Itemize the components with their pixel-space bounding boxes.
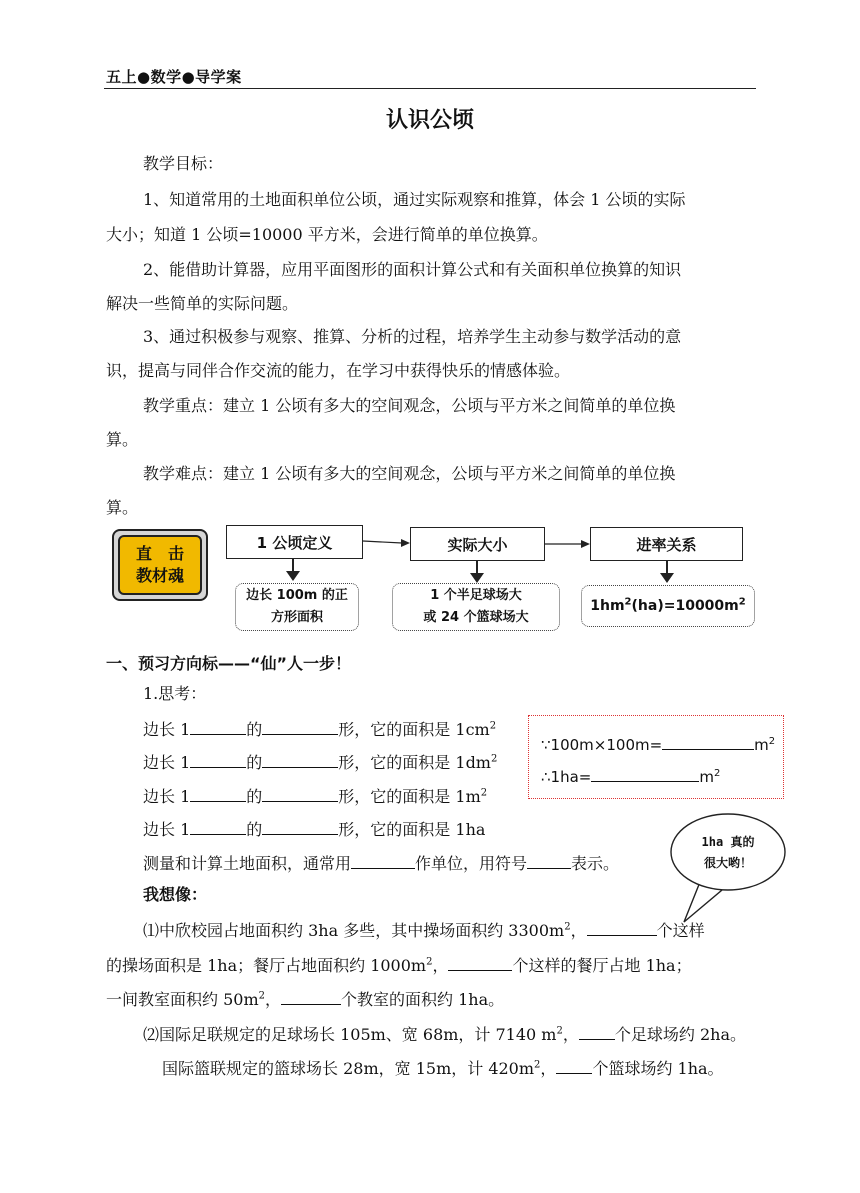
key-point-line-a: 教学重点：建立 1 公顷有多大的空间观念，公顷与平方米之间简单的单位换 [143, 396, 676, 415]
question-2-line [143, 1024, 746, 1045]
row-2-de: 的 [246, 753, 263, 772]
q3-text-c: 个篮球场约 1ha。 [592, 1059, 724, 1078]
q1-text-c: 个这样 [656, 921, 705, 940]
row-1-suffix: 形，它的面积是 1cm [338, 720, 490, 739]
calc-line-1-text: ∵100m×100m= [541, 736, 663, 754]
q1-text-g: 一间教室面积约 50m [106, 990, 259, 1009]
q1-canteen-blank[interactable] [448, 955, 512, 971]
row-3-sup: 2 [480, 787, 488, 799]
q2-comma: ， [562, 1025, 579, 1044]
section-1-title: 一、预习方向标——“仙”人一步！ [106, 654, 352, 673]
measure-text-c: 表示。 [571, 854, 620, 873]
row-3-de: 的 [246, 787, 263, 806]
speech-bubble-text [672, 832, 784, 874]
q1-sup-c: 2 [258, 990, 265, 1002]
calc-line-2-text: ∴1ha= [541, 768, 592, 786]
row-1-de: 的 [246, 720, 263, 739]
q1-sup-a: 2 [564, 921, 571, 933]
sub-box-size-line-b: 或 24 个篮球场大 [423, 610, 529, 625]
goal-3-line-b: 识，提高与同伴合作交流的能力，在学习中获得快乐的情感体验。 [106, 361, 571, 380]
q1-comma-a: ， [570, 921, 587, 940]
q1-text-a: ⑴中欣校园占地面积约 3ha 多些，其中操场面积约 3300m [143, 921, 565, 940]
goal-2-line-a: 2、能借助计算器，应用平面图形的面积计算公式和有关面积单位换算的知识 [143, 260, 682, 279]
badge-line-1: 直 击 [135, 544, 184, 563]
sub-box-definition-line-b: 方形面积 [270, 610, 323, 625]
q2-text-a: ⑵国际足联规定的足球场长 105m、宽 68m，计 7140 m [143, 1025, 557, 1044]
goals-label: 教学目标： [143, 154, 224, 173]
bubble-line-1: 1ha 真的 [701, 835, 755, 849]
header-text: 五上●数学●导学案 [106, 68, 242, 86]
page-title: 认识公顷 [385, 108, 474, 133]
q3-sup: 2 [534, 1059, 541, 1071]
formula-sup-2: 2 [738, 596, 746, 608]
calc-line-2-unit: m [699, 768, 714, 786]
sub-box-size-line-a: 1 个半足球场大 [430, 588, 522, 603]
think-label: 1.思考： [143, 684, 207, 703]
q3-text-a: 国际篮联规定的篮球场长 28m，宽 15m，计 420m [162, 1059, 535, 1078]
q2-sup: 2 [556, 1025, 563, 1037]
formula-sup-1: 2 [624, 596, 632, 608]
row-2-prefix: 边长 1 [143, 753, 191, 772]
row-2-sup: 2 [490, 753, 498, 765]
bubble-line-2: 很大哟！ [703, 856, 752, 870]
q3-basketball-blank[interactable] [556, 1058, 592, 1074]
q2-football-blank[interactable] [579, 1024, 615, 1040]
sub-box-definition-line-a: 边长 100m 的正 [246, 588, 348, 603]
goal-1-line-b: 大小；知道 1 公顷=10000 平方米，会进行简单的单位换算。 [106, 225, 548, 244]
q1-comma-b: ， [432, 956, 449, 975]
difficulty-line-b: 算。 [106, 498, 139, 517]
q1-text-i: 个教室的面积约 1ha。 [341, 990, 505, 1009]
question-3-line [162, 1058, 724, 1079]
q2-text-c: 个足球场约 2ha。 [614, 1025, 746, 1044]
measure-text-b: 作单位，用符号 [415, 854, 528, 873]
formula-part-2: (ha)=10000m [631, 598, 739, 614]
goal-1-line-a: 1、知道常用的土地面积单位公顷，通过实际观察和推算，体会 1 公顷的实际 [143, 190, 686, 209]
measure-text-a: 测量和计算土地面积，通常用 [143, 854, 352, 873]
row-4-prefix: 边长 1 [143, 820, 191, 839]
badge-line-2: 教材魂 [135, 566, 184, 585]
formula-part-1: 1hm [590, 598, 625, 614]
q1-text-f: 个这样的餐厅占地 1ha； [512, 956, 692, 975]
row-1-sup: 2 [489, 720, 497, 732]
row-4-de: 的 [246, 820, 263, 839]
row-2-suffix: 形，它的面积是 1dm [338, 753, 491, 772]
calc-line-2-sup: 2 [713, 768, 721, 779]
q3-comma: ， [540, 1059, 557, 1078]
row-4-suffix: 形，它的面积是 1ha [338, 820, 486, 839]
q1-classroom-blank[interactable] [281, 989, 341, 1005]
calc-line-1-unit: m [754, 736, 769, 754]
row-3-prefix: 边长 1 [143, 787, 191, 806]
question-1-line-c [106, 989, 504, 1010]
imagine-label: 我想像： [143, 885, 208, 904]
q1-comma-c: ， [265, 990, 282, 1009]
flow-box-definition: 1 公顷定义 [226, 525, 363, 559]
row-1-prefix: 边长 1 [143, 720, 191, 739]
question-1-line-b [106, 955, 692, 976]
goal-2-line-b: 解决一些简单的实际问题。 [106, 294, 299, 313]
key-point-line-b: 算。 [106, 430, 139, 449]
difficulty-line-a: 教学难点：建立 1 公顷有多大的空间观念，公顷与平方米之间简单的单位换 [143, 464, 676, 483]
flow-box-actual-size: 实际大小 [410, 527, 545, 561]
goal-3-line-a: 3、通过积极参与观察、推算、分析的过程，培养学生主动参与数学活动的意 [143, 327, 682, 346]
q1-sup-b: 2 [426, 956, 433, 968]
q1-text-d: 的操场面积是 1ha；餐厅占地面积约 1000m [106, 956, 427, 975]
row-3-suffix: 形，它的面积是 1m [338, 787, 481, 806]
calc-line-1-sup: 2 [768, 736, 776, 747]
flow-box-conversion: 进率关系 [590, 527, 743, 561]
